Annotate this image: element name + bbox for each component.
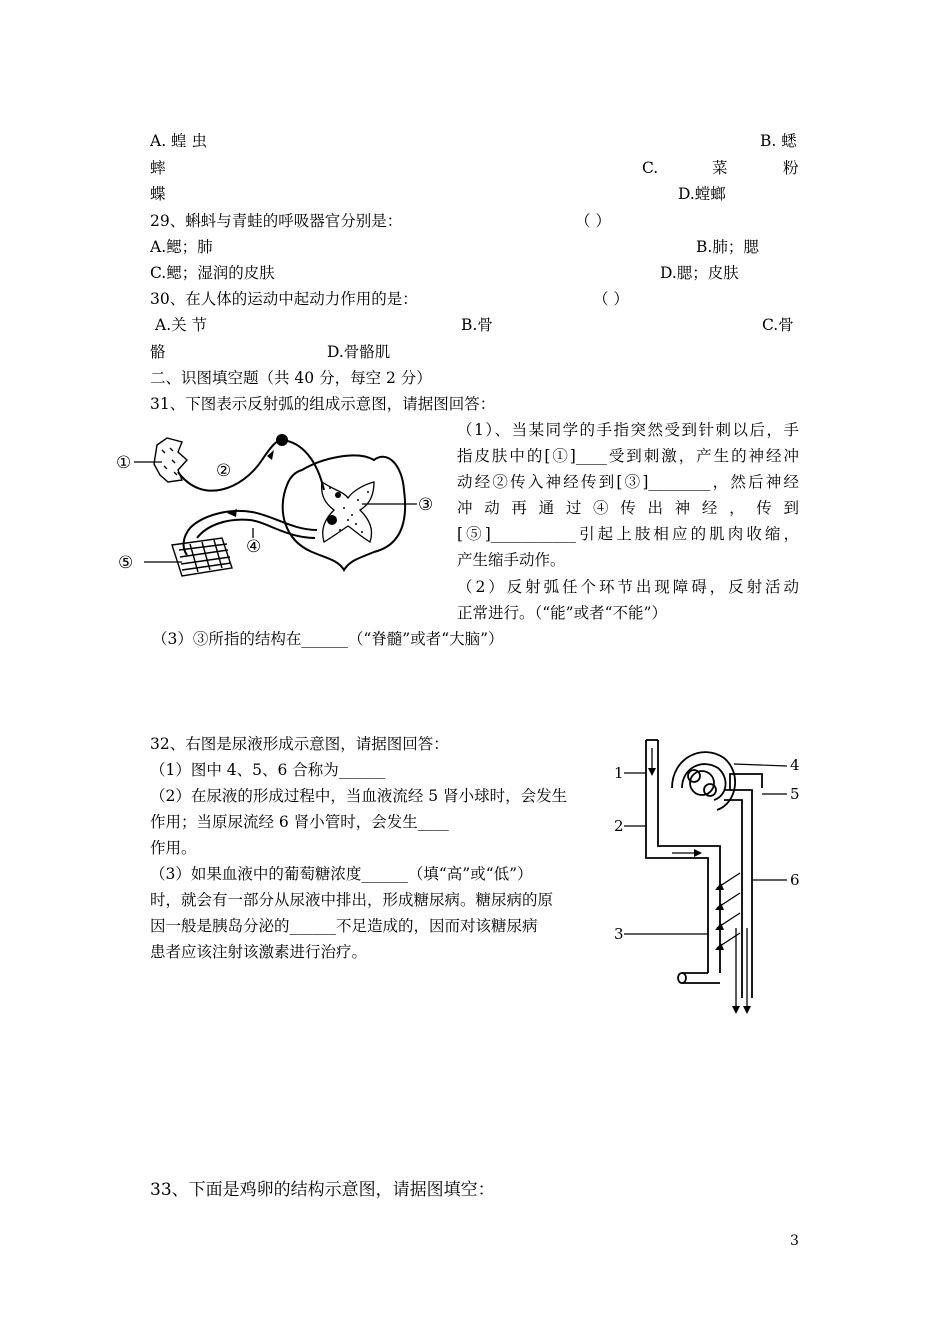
nephron-label-4: 4 (790, 756, 800, 774)
q29-option-d: D.腮；皮肤 (660, 264, 739, 282)
reflex-label-2: ② (216, 461, 232, 481)
q31-p2-line1: （2）反射弧任个环节出现障碍，反射活动 (457, 578, 799, 596)
q28-line3-left: 蝶 (150, 185, 166, 203)
q31-p3: （3）③所指的结构在______（“脊髓”或者“大脑”） (152, 630, 504, 648)
section-title: 二、识图填空题（共 40 分，每空 2 分） (150, 369, 432, 387)
q32-line1: （1）图中 4、5、6 合称为______ (150, 761, 386, 779)
q31-p1-line6: 产生缩手动作。 (457, 551, 566, 569)
reflex-label-4: ④ (246, 537, 262, 557)
q30-option-d: D.骨骼肌 (327, 343, 391, 361)
q30-option-b: B.骨 (461, 316, 493, 334)
q30-option-c: C.骨 (762, 316, 794, 334)
q28-option-c-2: 菜 (712, 159, 728, 177)
nephron-label-6: 6 (790, 871, 800, 889)
q28-option-c-1: C. (642, 159, 659, 177)
q29-option-a: A.鳃；肺 (150, 238, 213, 256)
q31-p1-line3: 动经②传入神经传到[③]________，然后神经 (457, 473, 799, 491)
q30-line2-left: 骼 (150, 343, 166, 361)
nephron-label-5: 5 (790, 785, 800, 803)
q29-option-c: C.鳃；湿润的皮肤 (150, 264, 275, 282)
reflex-label-5: ⑤ (118, 553, 134, 573)
q32-line8: 患者应该注射该激素进行治疗。 (150, 943, 368, 961)
q28-option-c-3: 粉 (783, 159, 799, 177)
nephron-diagram (612, 728, 827, 1018)
q31-p1-line5: [⑤]___________引起上肢相应的肌肉收缩， (457, 525, 799, 543)
q28-line2-left: 蟀 (150, 159, 166, 177)
reflex-label-1: ① (116, 453, 132, 473)
q30-answer-paren: （ ） (593, 290, 629, 308)
q32-line5: （3）如果血液中的葡萄糖浓度______（填“高”或“低”） (150, 865, 533, 883)
nephron-label-3: 3 (614, 925, 624, 943)
q28-option-a: A. 蝗 虫 (150, 132, 207, 150)
q29-stem: 29、蝌蚪与青蛙的呼吸器官分别是： (150, 212, 403, 230)
q29-option-b: B.肺；腮 (696, 238, 759, 256)
q31-stem: 31、下图表示反射弧的组成示意图，请据图回答： (150, 395, 496, 413)
q32-line4: 作用。 (150, 839, 197, 857)
q30-stem: 30、在人体的运动中起动力作用的是： (150, 290, 418, 308)
q32-line6: 时，就会有一部分从尿液中排出，形成糖尿病。糖尿病的原 (150, 891, 554, 909)
q28-option-d: D.螳螂 (678, 185, 726, 203)
q32-line2: （2）在尿液的形成过程中，当血液流经 5 肾小球时，会发生 (150, 787, 568, 805)
reflex-label-3: ③ (418, 495, 434, 515)
q30-option-a: A.关 节 (155, 316, 208, 334)
q31-p1-line2: 指皮肤中的[①]____受到刺激，产生的神经冲 (457, 447, 799, 465)
nephron-label-2: 2 (614, 817, 624, 835)
q31-p2-line2: 正常进行。（“能”或者“不能”） (457, 604, 667, 622)
nephron-label-1: 1 (614, 764, 624, 782)
q32-line3: 作用；当原尿流经 6 肾小管时，会发生____ (150, 813, 449, 831)
q32-line7: 因一般是胰岛分泌的______不足造成的，因而对该糖尿病 (150, 917, 538, 935)
q32-stem: 32、右图是尿液形成示意图，请据图回答： (150, 735, 449, 753)
q31-p1-line1: （1）、当某同学的手指突然受到针刺以后，手 (457, 421, 799, 439)
q29-answer-paren: （ ） (575, 212, 611, 230)
q33-stem: 33、下面是鸡卵的结构示意图，请据图填空： (150, 1180, 495, 1200)
q28-option-b: B. 蟋 (760, 132, 797, 150)
page-number: 3 (790, 1233, 799, 1249)
reflex-arc-diagram (112, 420, 447, 590)
q31-p1-line4: 冲 动 再 通 过 ④ 传 出 神 经 ， 传 到 (457, 499, 799, 517)
